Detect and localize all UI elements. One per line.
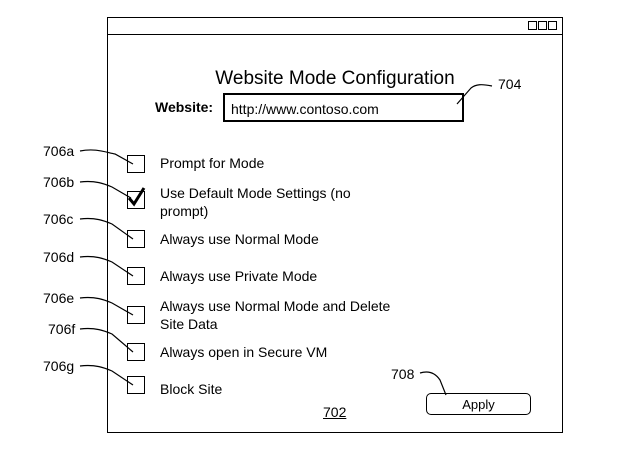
website-label: Website: bbox=[155, 99, 214, 115]
ref-706e: 706e bbox=[43, 290, 75, 306]
title-bar bbox=[108, 18, 562, 35]
ref-706d: 706d bbox=[43, 249, 75, 265]
page-title: Website Mode Configuration bbox=[215, 68, 455, 89]
checkbox-normal-delete-data[interactable] bbox=[127, 306, 145, 324]
window-box-icon[interactable] bbox=[538, 21, 547, 30]
config-window bbox=[107, 17, 563, 433]
ref-706a: 706a bbox=[43, 143, 75, 159]
ref-704: 704 bbox=[498, 76, 522, 92]
checkbox-secure-vm[interactable] bbox=[127, 343, 145, 361]
checkmark-icon bbox=[127, 188, 145, 206]
option-label-normal-delete-line2: Site Data bbox=[160, 316, 218, 332]
checkbox-default-mode-settings[interactable] bbox=[127, 191, 145, 209]
option-label-normal-delete-line1: Always use Normal Mode and Delete bbox=[160, 298, 391, 314]
option-label-secure-vm: Always open in Secure VM bbox=[160, 344, 328, 360]
option-label-default-line2: prompt) bbox=[160, 203, 209, 219]
apply-button[interactable]: Apply bbox=[426, 393, 531, 415]
checkbox-prompt-for-mode[interactable] bbox=[127, 155, 145, 173]
option-label-normal: Always use Normal Mode bbox=[160, 231, 319, 247]
checkbox-private-mode[interactable] bbox=[127, 267, 145, 285]
ref-706c: 706c bbox=[43, 211, 74, 227]
website-input[interactable]: http://www.contoso.com bbox=[223, 93, 464, 122]
ref-702: 702 bbox=[323, 404, 347, 420]
ref-706b: 706b bbox=[43, 174, 75, 190]
checkbox-block-site[interactable] bbox=[127, 376, 145, 394]
option-label-default-line1: Use Default Mode Settings (no bbox=[160, 185, 351, 201]
option-label-private: Always use Private Mode bbox=[160, 268, 318, 284]
checkbox-normal-mode[interactable] bbox=[127, 230, 145, 248]
ref-706g: 706g bbox=[43, 358, 75, 374]
window-box-icon[interactable] bbox=[528, 21, 537, 30]
window-box-icon[interactable] bbox=[548, 21, 557, 30]
option-label-block-site: Block Site bbox=[160, 381, 223, 397]
ref-708: 708 bbox=[391, 366, 415, 382]
ref-706f: 706f bbox=[48, 321, 76, 337]
option-label-prompt: Prompt for Mode bbox=[160, 155, 265, 171]
